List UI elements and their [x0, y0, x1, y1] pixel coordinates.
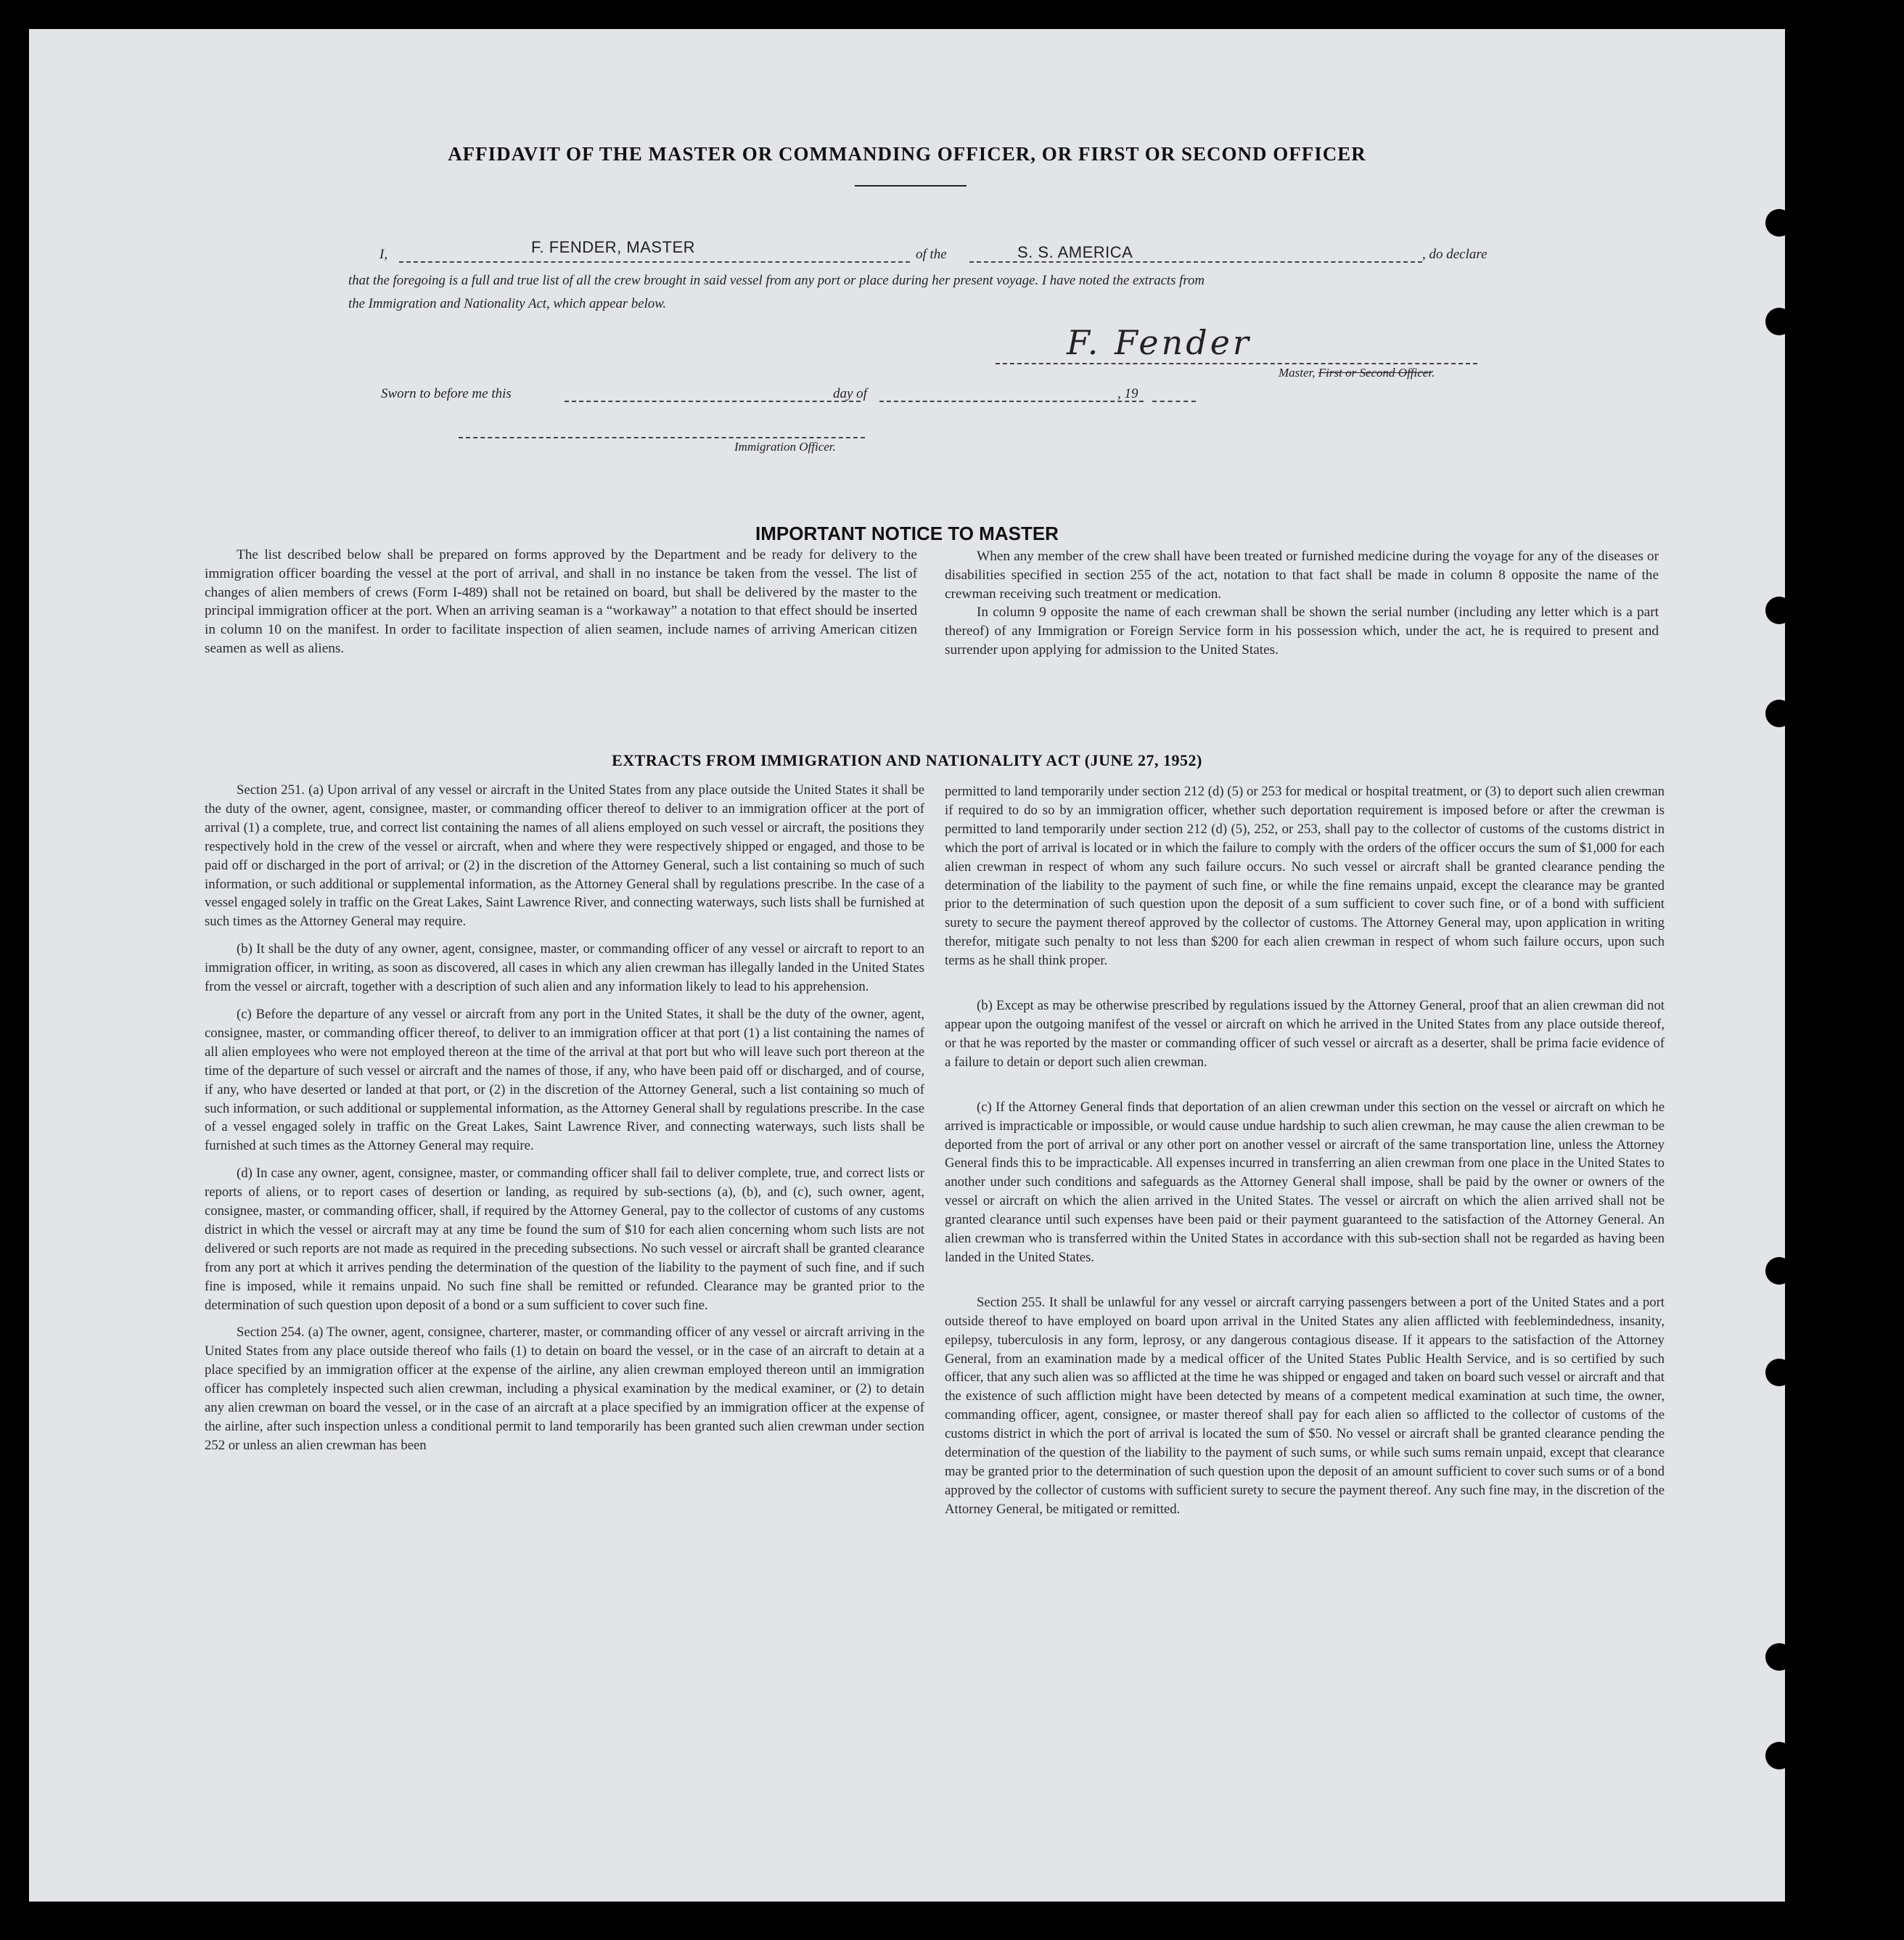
section-251-b: (b) It shall be the duty of any owner, agent, consignee, master, or commanding officer of any vessel or aircraft to report to an immigration officer, in writing, as soon as discovered, all cases in which any alien crewman has illegally landed in the United States from the vessel or aircraft, together with a description of such alien and any information likely to lead to his apprehension. — [205, 941, 924, 995]
immigration-officer-line — [459, 437, 865, 438]
notice-paragraph: In column 9 opposite the name of each crewman shall be shown the serial number (including any letter which is a part thereof) of any Immigration or Foreign Service form in his possession which, under the act, he is required to present and surrender upon applying for admission to the United States. — [945, 605, 1659, 658]
punch-hole — [1765, 1359, 1793, 1386]
punch-hole — [1765, 209, 1793, 237]
sworn-day-line — [565, 401, 861, 402]
signature-caption-master: Master, — [1279, 366, 1318, 380]
immigration-officer-caption: Immigration Officer. — [734, 440, 836, 454]
notice-title: IMPORTANT NOTICE TO MASTER — [755, 523, 1059, 544]
section-254-c: (c) If the Attorney General finds that deportation of an alien crewman under this section on the vessel or aircraft on which he arrived is impracticable or impossible, or would cause undue hardship to such alien crewman, he may cause the alien crewman to be deported from the port of arrival or any other port on another vessel or aircraft of the same transportation line, unless the Attorney General finds this to be impracticable. All expenses incurred in transferring an alien crewman from one place in the United States to another under such conditions and safeguards as the Attorney General shall impose, shall be paid by the owner or owners of the vessel or aircraft on which the alien arrived in the United States. The vessel or aircraft on which the alien arrived shall not be granted clearance until such expenses have been paid or their payment guaranteed to the satisfaction of the Attorney General. An alien crewman who is transferred within the United States in accordance with this sub-section shall not be regarded as having been landed in the United States. — [945, 1099, 1665, 1265]
master-signature: F. Fender — [1067, 323, 1252, 362]
signature-caption-struck: First or Second Officer — [1318, 366, 1432, 380]
title-rule — [855, 185, 967, 187]
section-254-b: (b) Except as may be otherwise prescribed by regulations issued by the Attorney General, proof that an alien crewman did not appear upon the outgoing manifest of the vessel or aircraft on which he arrived in the United States from any place outside thereof, or that he was reported by the master or commanding officer of such vessel or aircraft as a deserter, shall be prima facie evidence of a failure to detain or deport such alien crewman. — [945, 998, 1665, 1070]
punch-hole — [1765, 308, 1793, 335]
of-the-label: of the — [916, 247, 947, 262]
notice-left-column — [205, 546, 917, 658]
signature-caption — [1279, 366, 1435, 380]
section-251-d: (d) In case any owner, agent, consignee, master, or commanding officer shall fail to deliver complete, true, and correct lists or reports of aliens, or to report cases of desertion or landing, as required by sub-sections (a), (b), and (c), such owner, agent, consignee, master, or commanding officer, shall, if required by the Attorney General, pay to the collector of customs of any customs district in which the vessel or aircraft may at any time be found the sum of $10 for each alien concerning whom such lists are not delivered or such reports are not made as required in the preceding subsections. No such vessel or aircraft shall be granted clearance from any port at which it arrives pending the determination of the question of the liability to the payment of such fine, and if such fine is imposed, while it remains unpaid. No such fine shall be remitted or refunded. Clearance may be granted prior to the determination of such question upon deposit of a bond or a sum sufficient to cover such fine. — [205, 1166, 924, 1313]
section-254-a-cont: permitted to land temporarily under section 212 (d) (5) or 253 for medical or hospital treatment, or (3) to deport such alien crewman if required to do so by an immigration officer, whether such deportation requirement is imposed before or after the crewman is permitted to land temporarily under section 212 (d) (5), 252, or 253, shall pay to the collector of customs of the customs district in which the port of arrival is located or in which the failure to comply with the orders of the officer occurs the sum of $1,000 for each alien crewman in respect of whom any such failure occurs. No such vessel or aircraft shall be granted clearance pending the determination of the liability to the payment of such fine, or while the fine remains unpaid, except the clearance may be granted prior to the determination of such question upon the deposit of a sum sufficient to cover such fine, or of a bond with sufficient surety to secure the payment thereof approved by the collector of customs. The Attorney General may, upon application in writing therefor, mitigate such penalty to not less than $200 for each alien crewman in respect of whom such failure occurs, upon such terms as he shall think proper. — [945, 784, 1665, 969]
punch-hole — [1765, 1257, 1793, 1285]
extracts-title: EXTRACTS FROM IMMIGRATION AND NATIONALITY ACT (JUNE 27, 1952) — [612, 751, 1202, 769]
sworn-year-line — [1152, 401, 1196, 402]
affidavit-title: AFFIDAVIT OF THE MASTER OR COMMANDING OFFICER, OR FIRST OR SECOND OFFICER — [448, 143, 1366, 165]
declarant-prefix: I, — [379, 247, 388, 262]
year-label: , 19 — [1117, 386, 1138, 401]
do-declare-label: , do declare — [1422, 247, 1488, 262]
section-251-c: (c) Before the departure of any vessel or aircraft from any port in the United States, it shall be the duty of the owner, agent, consignee, master, or commanding officer thereof, to deliver to an immigration officer at that port (1) a list containing the names of all alien employees who were not employed thereon at the time of the arrival at that port but who will leave such port thereon at the time of the departure of such vessel or aircraft and the names of those, if any, who have been paid off or discharged, and of course, if any, who have deserted or landed at that port, or (2) in the discretion of the Attorney General, such a list containing so much of such information, or such additional or supplemental information, as the Attorney General shall by regulations prescribe. In the case of a vessel engaged solely in traffic on the Great Lakes, Saint Lawrence River, and connecting waterways, such lists shall be furnished at such times as the Attorney General may require. — [205, 1006, 924, 1154]
day-of-label: day of — [833, 386, 867, 401]
declarant-name-line — [399, 261, 910, 263]
section-255: Section 255. It shall be unlawful for any vessel or aircraft carrying passengers between a port of the United States and a port outside thereof to have employed on board upon arrival in the United States any alien afflicted with feeblemindedness, insanity, epilepsy, tuberculosis in any form, leprosy, or any dangerous contagious disease. If it appears to the satisfaction of the Attorney General, from an examination made by a medical officer of the United States Public Health Service, and is so certified by such officer, that any such alien was so afflicted at the time he was shipped or engaged and taken on board such vessel or aircraft and that the existence of such affliction might have been detected by means of a competent medical examination at such time, the owner, commanding officer, agent, consignee, or master thereof shall pay for each alien so afflicted to the collector of customs of the customs district in which the port of arrival is located the sum of $50. No vessel or aircraft shall be granted clearance pending the determination of the question of the liability to the payment of such sums, or while such sums remain unpaid, except that clearance may be granted prior to the determination of such question upon the deposit of an amount sufficient to cover such sums or of a bond approved by the collector of customs with sufficient surety to secure the payment thereof. Any such fine may, in the discretion of the Attorney General, be mitigated or remitted. — [945, 1294, 1665, 1517]
declaration-text-2: the Immigration and Nationality Act, which appear below. — [348, 296, 667, 311]
punch-hole — [1765, 1742, 1793, 1769]
notice-paragraph: When any member of the crew shall have been treated or furnished medicine during the voyage for any of the diseases or disabilities specified in section 255 of the act, notation to that fact shall be made in column 8 opposite the name of the crewman receiving such treatment or medication. — [945, 549, 1659, 602]
section-251-a: Section 251. (a) Upon arrival of any vessel or aircraft in the United States from any place outside the United States it shall be the duty of the owner, agent, consignee, master, or commanding officer thereof to deliver to an immigration officer at the port of arrival (1) a complete, true, and correct list containing the names of all aliens employed on such vessel or aircraft, the positions they respectively hold in the crew of the vessel or aircraft, when and where they were respectively shipped or engaged, and those to be paid off or discharged in the port of arrival; or (2) in the discretion of the Attorney General, such a list containing so much of such information, or such additional or supplemental information, as the Attorney General shall by regulations prescribe. In the case of a vessel engaged solely in traffic on the Great Lakes, Saint Lawrence River, and connecting waterways, such lists shall be furnished at such times as the Attorney General may require. — [205, 782, 924, 930]
extracts-right-column — [945, 782, 1665, 1519]
sworn-month-line — [879, 401, 1144, 402]
signature-line — [996, 363, 1477, 364]
declarant-name: F. FENDER, MASTER — [531, 238, 696, 256]
punch-hole — [1765, 1643, 1793, 1671]
section-254-a: Section 254. (a) The owner, agent, consignee, charterer, master, or commanding officer of any vessel or aircraft arriving in the United States from any place outside thereof who fails (1) to detain on board the vessel, or in the case of an aircraft to detain at a place specified by an immigration officer at the expense of the airline, any alien crewman employed thereon until an immigration officer has completely inspected such alien crewman, including a physical examination by the medical examiner, or (2) to detain any alien crewman on board the vessel, or in the case of an aircraft at a place specified by an immigration officer at the expense of the airline, after such inspection unless a conditional permit to land temporarily has been granted such alien crewman under section 252 or unless an alien crewman has been — [205, 1325, 924, 1453]
declaration-text: that the foregoing is a full and true list of all the crew brought in said vessel from any port or place during her present voyage. I have noted the extracts from — [348, 273, 1205, 288]
signature-caption-end: . — [1432, 366, 1435, 380]
notice-paragraph: The list described below shall be prepared on forms approved by the Department and be ready for delivery to the immigration officer boarding the vessel at the port of arrival, and shall in no instance be taken from the vessel. The list of changes of alien members of crews (Form I-489) shall not be retained on board, but shall be delivered by the master to the principal immigration officer at the port. When an arriving seaman is a “workaway” a notation to that effect should be inserted in column 10 on the manifest. In order to facilitate inspection of alien seamen, include names of arriving American citizen seamen as well as aliens. — [205, 547, 917, 656]
sworn-label: Sworn to before me this — [381, 386, 512, 401]
vessel-name: S. S. AMERICA — [1017, 243, 1133, 261]
punch-hole — [1765, 597, 1793, 624]
extracts-left-column — [205, 781, 924, 1455]
punch-hole — [1765, 700, 1793, 727]
notice-right-column — [945, 547, 1659, 660]
document-page — [29, 29, 1785, 1902]
